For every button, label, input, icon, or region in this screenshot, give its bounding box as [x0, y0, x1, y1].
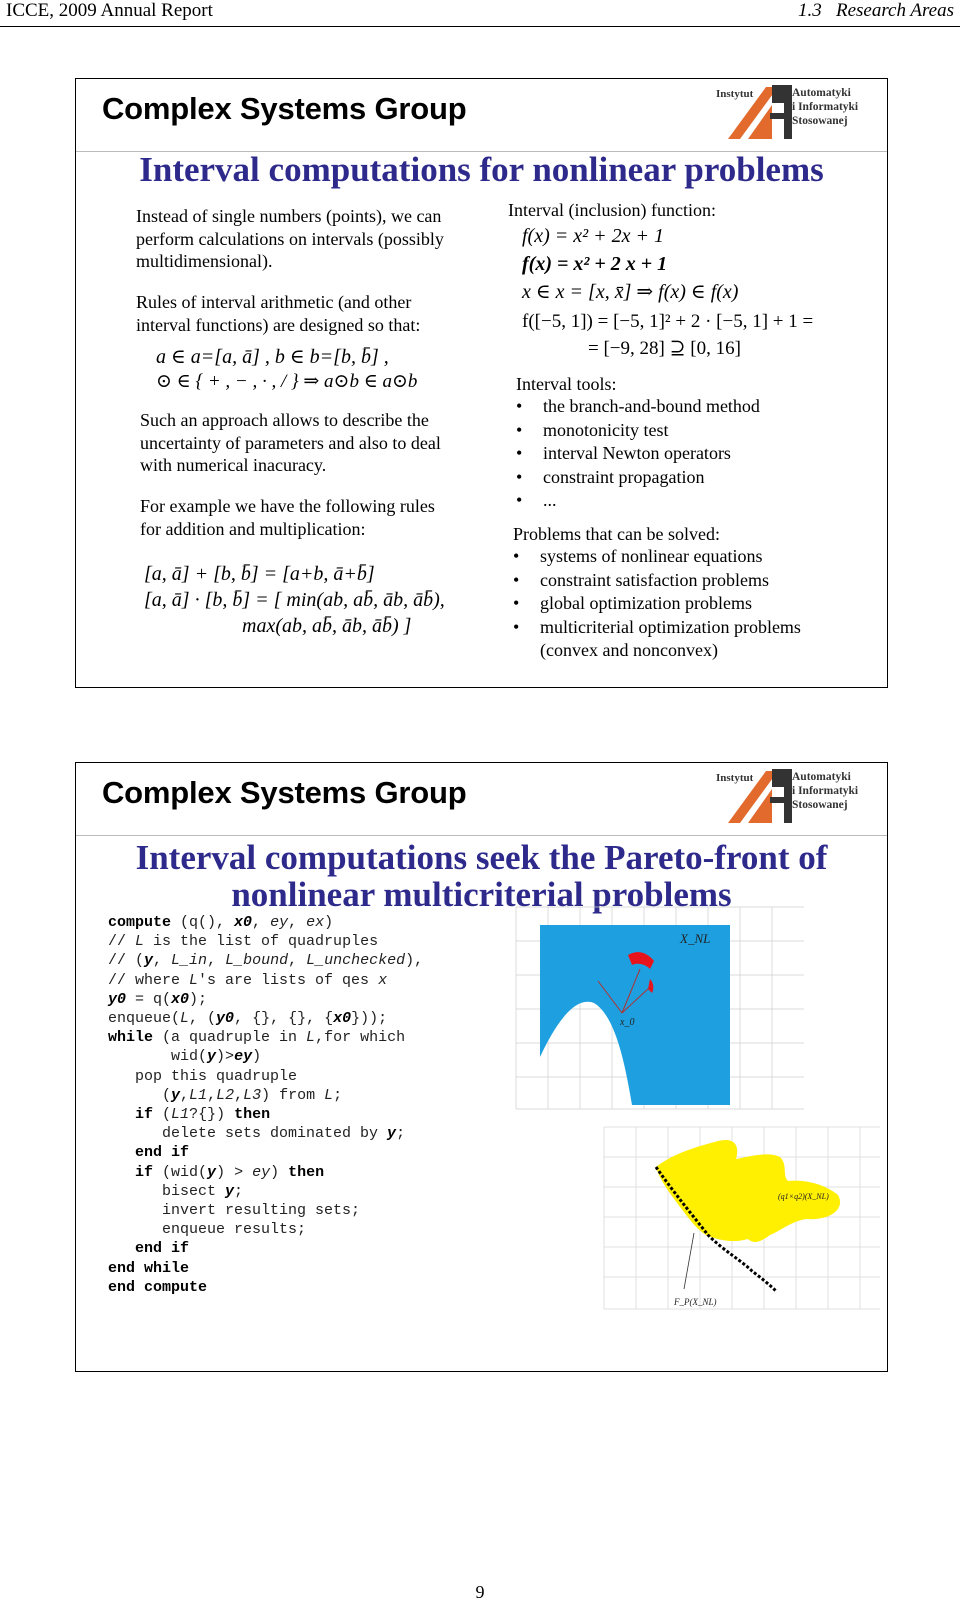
- intro-paragraph: Instead of single numbers (points), we can perform calculations on intervals (possibly multidimensional).: [136, 206, 444, 271]
- logo-word: Instytut: [716, 88, 754, 100]
- logo-text: Automatyki i Informatyki Stosowanej: [792, 771, 859, 811]
- list-item: • systems of nonlinear equations: [511, 545, 851, 569]
- list-item: • global optimization problems: [511, 592, 851, 616]
- label-pointer: [684, 1233, 694, 1289]
- formula-evaluation: f([−5, 1]) = [−5, 1]² + 2 · [−5, 1] + 1 =: [522, 311, 814, 332]
- formula-operations: ⊙ ∈ { + , − , · , / } ⇒ a⊙b ∈ a⊙b: [156, 371, 418, 392]
- group-title: Complex Systems Group: [102, 775, 467, 810]
- problems-list: [511, 545, 851, 663]
- region-label: X_NL: [680, 931, 711, 946]
- logo-word: Instytut: [716, 772, 754, 784]
- formula-inclusion: x ∈ x = [x, x̄] ⇒ f(x) ∈ f(x): [522, 281, 739, 303]
- list-item: • ...: [514, 489, 760, 513]
- slide-interval-computations: [75, 78, 888, 688]
- inclusion-function-heading: Interval (inclusion) function:: [508, 200, 716, 220]
- page-number: 9: [475, 1582, 485, 1602]
- feasible-region: [540, 925, 730, 1105]
- logo-text: Automatyki i Informatyki Stosowanej: [792, 87, 859, 127]
- divider: [76, 835, 887, 836]
- formula-result: = [−9, 28] ⊇ [0, 16]: [588, 338, 741, 359]
- list-item: • monotonicity test: [514, 419, 760, 443]
- list-item: • the branch-and-bound method: [514, 395, 760, 419]
- group-title: Complex Systems Group: [102, 91, 467, 126]
- slide-title: Interval computations for nonlinear problems: [139, 150, 824, 189]
- pseudocode-block: compute (q(), x0, ey, ex) // L is the list of quadruples // (y, L_in, L_bound, L_unchecked), // where L's are lists of qes x y0 = q(x0); enqueue(L, (y0, {}, {}, {x0})); while (a quadruple in L,for which wid(y)>ey) pop this quadruple (y,L1,L2,L3) from L; if (L1?{}) then delete sets dominated by y; end if if (wid(y) > ey) then bisect y; invert resulting sets; enqueue results; end if end while end compute: [108, 914, 424, 1296]
- image-set-label: (q1×q2)(X_NL): [778, 1192, 829, 1201]
- problems-heading: Problems that can be solved:: [513, 524, 720, 544]
- point-label: x_0: [620, 1017, 635, 1028]
- formula-function-real: f(x) = x² + 2x + 1: [522, 225, 664, 247]
- formula-function-interval: f(x) = x² + 2 x + 1: [522, 253, 668, 275]
- institute-logo: [716, 83, 884, 141]
- uncertainty-paragraph: Such an approach allows to describe the uncertainty of parameters and also to deal with numerical inacuracy.: [140, 410, 441, 475]
- list-item: • interval Newton operators: [514, 442, 760, 466]
- list-item: • constraint satisfaction problems: [511, 569, 851, 593]
- pareto-front-label: F_P(X_NL): [674, 1297, 717, 1307]
- slide-pareto-front: [75, 762, 888, 1372]
- tools-list: [514, 395, 760, 513]
- example-paragraph: For example we have the following rules for addition and multiplication:: [140, 496, 435, 539]
- rules-paragraph: Rules of interval arithmetic (and other interval functions) are designed so that:: [136, 292, 421, 335]
- slide-title: Interval computations seek the Pareto-front of nonlinear multicriterial problems: [135, 838, 828, 914]
- formula-addition: [a, ā] + [b, b̄] = [a+b, ā+b̄]: [144, 563, 375, 585]
- institute-logo: [716, 767, 884, 825]
- objective-space-plot: [584, 1123, 884, 1353]
- running-header-left: ICCE, 2009 Annual Report: [6, 0, 213, 21]
- tools-heading: Interval tools:: [516, 374, 617, 394]
- formula-multiplication-max: max(ab, ab̄, āb, āb̄) ]: [242, 615, 412, 637]
- running-header-right: 1.3 Research Areas: [797, 0, 954, 21]
- decision-space-plot: [508, 897, 808, 1119]
- list-item: • constraint propagation: [514, 466, 760, 490]
- list-item: • multicriterial optimization problems (convex and nonconvex): [511, 616, 851, 663]
- image-set-region: [656, 1140, 840, 1242]
- formula-multiplication: [a, ā] · [b, b̄] = [ min(ab, ab̄, āb, āb̄),: [144, 589, 445, 611]
- formula-membership: a ∈ a=[a, ā] , b ∈ b=[b, b̄] ,: [156, 346, 389, 368]
